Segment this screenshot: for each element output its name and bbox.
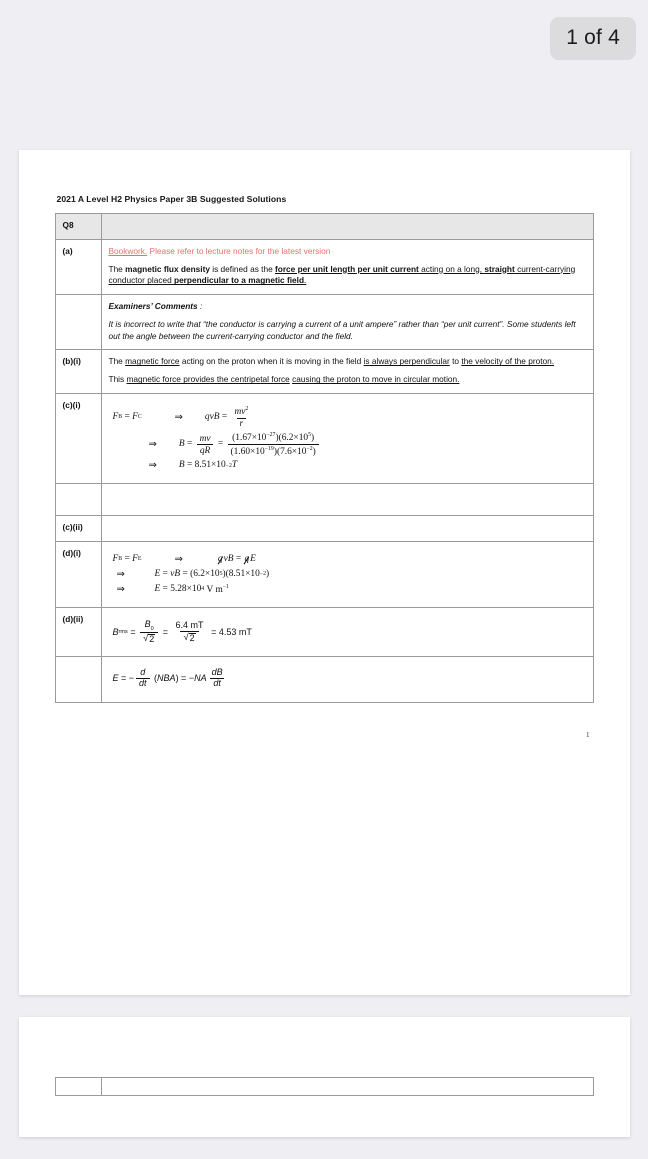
row-label-b-ii: (c)(i): [55, 394, 101, 484]
d-i-equation-block: [109, 620, 586, 645]
d-ii-lhs: E = −: [112, 673, 135, 684]
b-ii-eq2-rhs: B = $\frac{mv}{qR}$ = $\frac{(1.67\times 10^{-27})(6.2\times 10^5)}{(1.60\times 10^{-19})(7.6\times 10^{-2})}$: [161, 432, 321, 457]
table-row: [55, 1078, 593, 1096]
row-label-d-ii: [55, 656, 101, 702]
c-i-answer: [109, 496, 586, 508]
frac-num: $(1.67\times 10^{-27})(6.2\times 10^5)$: [232, 432, 315, 444]
b-ii-eq-1: [109, 406, 586, 429]
def-t1: The: [108, 263, 126, 274]
def-t8: perpendicular to a magnetic field: [174, 275, 305, 286]
def-t4: force per unit length per unit current: [275, 263, 419, 274]
bookwork-word: Bookwork.: [108, 245, 148, 256]
def-t2: magnetic flux density: [125, 263, 210, 274]
bookwork-rest: Please refer to lecture notes for the latest version: [149, 245, 331, 256]
document-page-2: [19, 1017, 630, 1137]
def-t6: straight: [484, 263, 515, 274]
table-row: [55, 608, 593, 657]
examiner-heading-text-1: Examiners’ Comments: [108, 301, 198, 312]
cancelled-charge-right: q: [244, 553, 250, 564]
table-header-label: Q8: [55, 214, 101, 240]
table-header-row: [55, 214, 593, 240]
bi-t1: The: [108, 356, 126, 367]
def-t3: is defined as the: [209, 263, 275, 274]
frac-den: dt: [210, 678, 224, 689]
b-ii-eq-3: [109, 460, 586, 472]
c-ii-eq3-arrow: [109, 584, 155, 596]
implies-icon: ⇒: [174, 411, 183, 423]
b-ii-eq3-result: B = 8.51×10 −2 T: [178, 460, 238, 471]
frac-den: r: [237, 418, 247, 430]
examiner-colon-1: :: [197, 301, 203, 312]
table-row: [55, 515, 593, 541]
implies-icon: ⇒: [116, 568, 125, 580]
table-header-body: [101, 214, 593, 240]
row-label-b-i: (b)(i): [55, 350, 101, 394]
table-row: [55, 484, 593, 516]
row-body-b-i: [101, 350, 593, 394]
table-row: [55, 239, 593, 294]
page-title: 2021 A Level H2 Physics Paper 3B Suggested Solutions: [56, 194, 287, 204]
b-ii-eq2-arrow: [109, 439, 161, 451]
frac-den: dt: [136, 678, 150, 689]
frac-num: $mv^2$: [234, 406, 249, 418]
bi-t6: the velocity of the proton.: [461, 356, 555, 367]
def-t7: current-carrying conductor placed: [108, 263, 576, 286]
implies-icon: ⇒: [148, 438, 157, 450]
b-i-line-1: [109, 356, 586, 368]
frac-den: [140, 632, 158, 644]
bi-t2: magnetic force: [125, 356, 180, 367]
definition-paragraph: [109, 264, 586, 288]
fraction-mv2-r: [231, 406, 251, 429]
table-row: [55, 394, 593, 484]
table-row: [55, 295, 593, 350]
examiner-body-1: It is incorrect to write that “the conductor is carrying a current of a unit ampere” rather than “per unit current”. Some students left out the angle between the current-carrying conductor and the field.: [108, 318, 576, 341]
row-label-c-ii: (d)(i): [55, 541, 101, 607]
frac-num: $B_0$: [144, 619, 154, 632]
def-t5: acting on a long,: [418, 263, 485, 274]
bi-t5: to: [449, 356, 462, 367]
table-row: [55, 656, 593, 702]
page-indicator-badge: 1 of 4: [550, 17, 636, 60]
examiner-heading-1: [109, 301, 586, 313]
implies-icon: ⇒: [116, 583, 125, 595]
b-ii-eq-2: [109, 432, 586, 457]
row-body-d-i: [101, 608, 593, 657]
c-ii-eq3-result: E = 5.28×10 4 V $m^{-1}$: [154, 583, 229, 595]
stub-body-cell: [101, 1078, 593, 1096]
bi-t3: acting on the proton when it is moving in the field: [179, 356, 364, 367]
c-ii-eq1-lhs: F B = F E: [112, 553, 142, 564]
row-label-examiner-2: (c)(ii): [55, 515, 101, 541]
solutions-table: [55, 213, 594, 703]
bi2-t2: magnetic force provides the centripetal force: [126, 374, 290, 385]
row-body-a: [101, 239, 593, 294]
fraction-numeric: [228, 432, 319, 457]
examiner-comments-1: [101, 295, 593, 350]
def-t9: .: [304, 275, 307, 286]
c-ii-eq1-rhs: q vB = q E: [217, 553, 256, 564]
row-body-c-ii: [101, 541, 593, 607]
cancelled-charge-left: q: [217, 553, 223, 564]
frac-den: $(1.60\times 10^{-19})(7.6\times 10^{-2})$: [228, 444, 319, 457]
d-i-result: = 4.53 mT: [208, 626, 252, 637]
table-row: [55, 350, 593, 394]
document-page-1: [19, 150, 630, 995]
page-number-footer: 1: [586, 731, 590, 740]
c-ii-equation-block: [109, 554, 586, 596]
frac-den: qR: [197, 444, 213, 456]
b-i-line-2: [109, 374, 586, 386]
fraction-B0-sqrt2: [140, 620, 158, 645]
fraction-dB-dt: [209, 668, 226, 689]
bi2-t4: causing the proton to move in circular motion.: [292, 374, 460, 385]
d-ii-equation-block: [109, 668, 586, 689]
frac-den: [180, 631, 198, 643]
bi2-t1: This: [108, 374, 127, 385]
c-ii-eq2-arrow: [109, 569, 155, 581]
fraction-6p4mT-sqrt2: [173, 621, 207, 644]
examiner-comments-2: [101, 515, 593, 541]
b-ii-eq1-lhs: F B = F C: [112, 412, 142, 423]
d-i-eq-sign-1: =: [160, 626, 171, 637]
row-body-b-ii: [101, 394, 593, 484]
frac-num: dB: [211, 666, 223, 677]
fraction-mv-qR: [197, 434, 214, 456]
row-body-c-i: [101, 484, 593, 516]
frac-num: mv: [199, 433, 211, 444]
implies-icon: ⇒: [148, 460, 157, 472]
bi-t4: is always perpendicular: [363, 356, 450, 367]
frac-num: d: [140, 666, 146, 677]
table-row: [55, 541, 593, 607]
d-i-eq: [109, 620, 586, 645]
d-ii-eq: [109, 668, 586, 689]
d-ii-mid: ( NBA ) = − NA: [151, 673, 207, 684]
row-label-examiner-1: [55, 295, 101, 350]
sqrt-icon: √ 2: [143, 632, 155, 644]
b-ii-equation-block: [109, 406, 586, 472]
implies-icon: ⇒: [174, 553, 183, 565]
bookwork-note: [109, 246, 586, 258]
d-i-lhs: B rms =: [112, 626, 139, 637]
c-ii-eq-3: [109, 584, 586, 596]
stub-label-cell: [55, 1078, 101, 1096]
sqrt-icon: √ 2: [183, 631, 195, 643]
c-ii-eq-1: [109, 554, 586, 566]
c-ii-eq-2: [109, 569, 586, 581]
row-label-c-i: [55, 484, 101, 516]
frac-num: 6.4 mT: [175, 620, 204, 631]
fraction-d-dt: [136, 668, 150, 689]
row-label-d-i: (d)(ii): [55, 608, 101, 657]
b-ii-eq3-arrow: [109, 460, 161, 472]
row-label-a: (a): [55, 239, 101, 294]
b-ii-eq1-rhs: qvB = $\frac{mv^2}{r}$: [187, 406, 253, 429]
c-ii-eq2-rhs: E = vB = (6.2×10 5 )(8.51×10 −2 ): [154, 568, 270, 579]
row-body-d-ii: [101, 656, 593, 702]
